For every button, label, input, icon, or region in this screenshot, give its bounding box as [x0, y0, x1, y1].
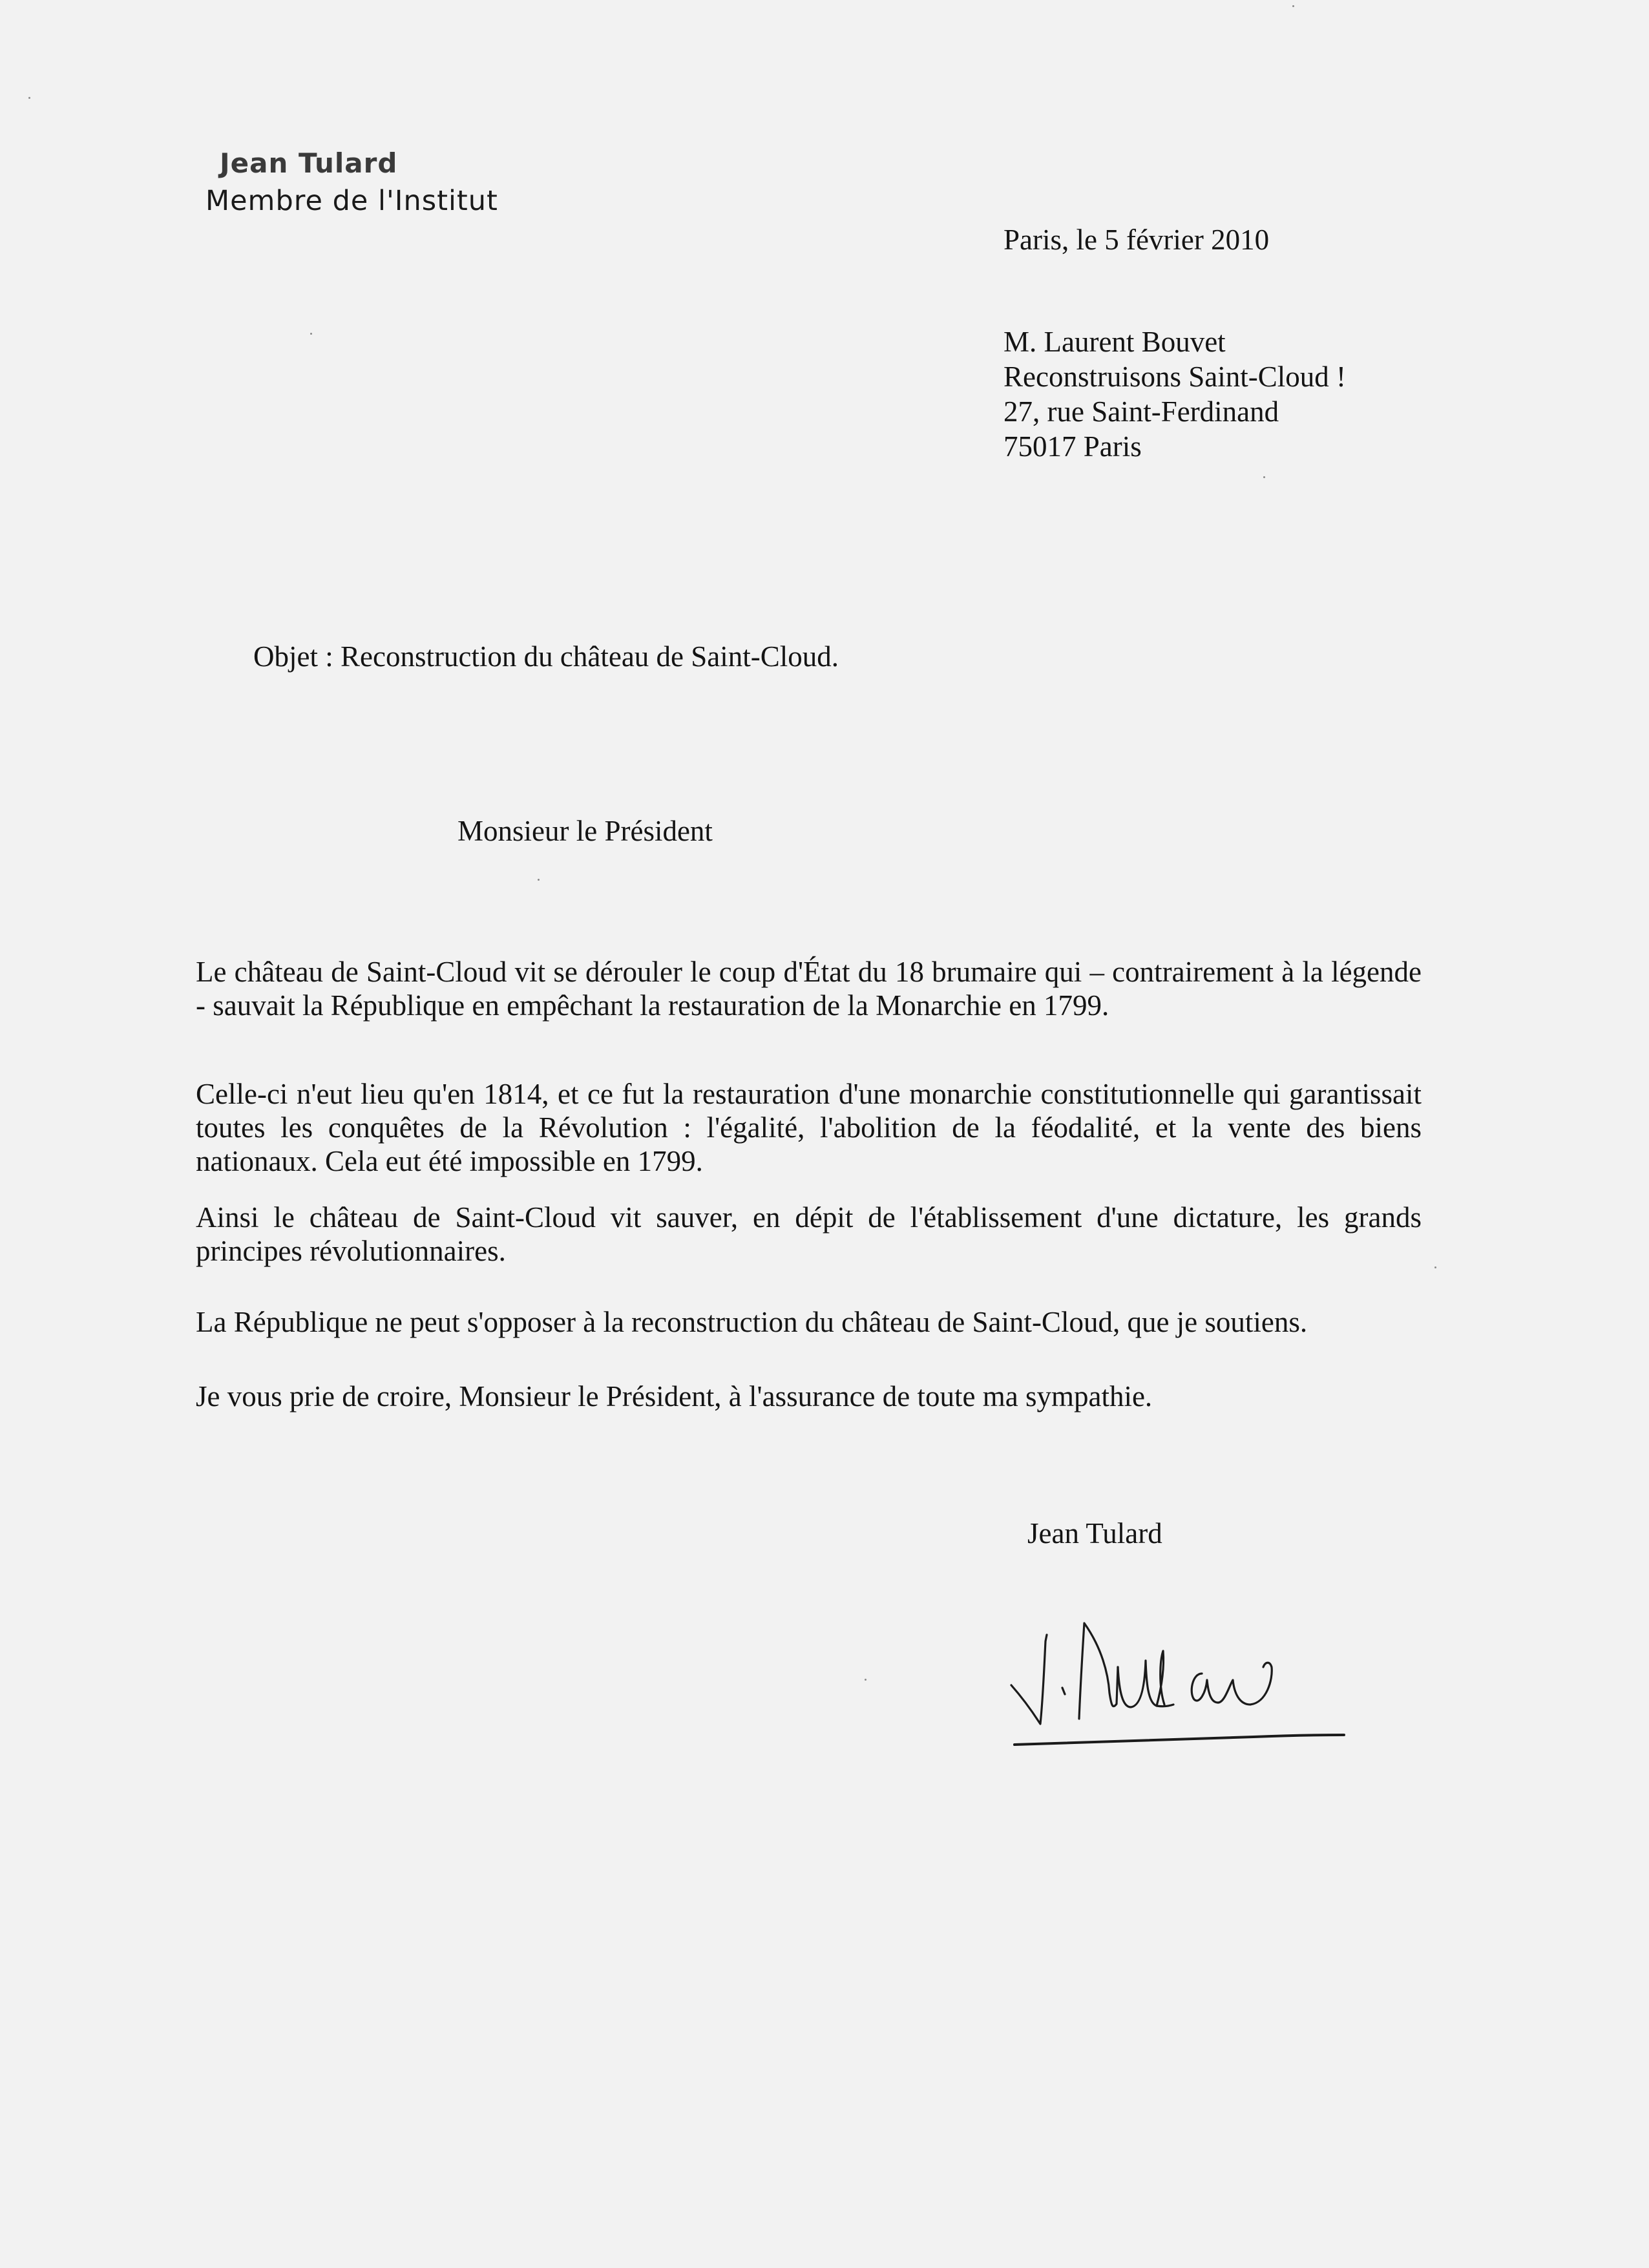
scan-speck — [1434, 1266, 1436, 1268]
recipient-address — [1003, 325, 1346, 465]
scan-speck — [28, 97, 30, 99]
letterhead-title: Membre de l'Institut — [205, 185, 498, 217]
signer-name: Jean Tulard — [1027, 1517, 1162, 1549]
scan-speck — [1292, 5, 1294, 7]
scan-speck — [310, 333, 312, 335]
letterhead-name: Jean Tulard — [220, 147, 398, 179]
body-paragraph: Ainsi le château de Saint-Cloud vit sauver, en dépit de l'établissement d'une dictature, les grands principes révolutionnaires. — [196, 1201, 1422, 1267]
scan-speck — [1263, 476, 1265, 478]
signature-stroke — [1079, 1623, 1118, 1719]
body-paragraph: Le château de Saint-Cloud vit se dérouler le coup d'État du 18 brumaire qui – contrairement à la légende - sauvait la République en empêchant la restauration de la Monarchie en 1799. — [196, 956, 1422, 1022]
signature-stroke — [1218, 1663, 1272, 1705]
signature-stroke — [1062, 1688, 1065, 1694]
scan-speck — [538, 879, 540, 881]
body-paragraph: La République ne peut s'opposer à la reconstruction du château de Saint-Cloud, que je soutiens. — [196, 1306, 1308, 1338]
signature-underline — [1014, 1735, 1344, 1745]
signature-stroke — [1192, 1674, 1218, 1703]
recipient-city: 75017 Paris — [1003, 430, 1142, 463]
signature-stroke — [1118, 1661, 1173, 1707]
handwritten-signature — [995, 1590, 1396, 1758]
signature-stroke — [1011, 1635, 1047, 1724]
scan-speck — [865, 1679, 867, 1681]
body-paragraph: Celle-ci n'eut lieu qu'en 1814, et ce fut la restauration d'une monarchie constitutionnelle qui garantissait toutes les conquêtes de la Révolution : l'égalité, l'abolition de la féodalité, et la vente des biens nationaux. Cela eut été impossible en 1799. — [196, 1078, 1422, 1177]
recipient-street: 27, rue Saint-Ferdinand — [1003, 395, 1279, 428]
salutation: Monsieur le Président — [457, 815, 713, 847]
letter-date: Paris, le 5 février 2010 — [1003, 224, 1270, 256]
closing-formula: Je vous prie de croire, Monsieur le Président, à l'assurance de toute ma sympathie. — [196, 1380, 1153, 1412]
recipient-name: M. Laurent Bouvet — [1003, 326, 1226, 358]
letter-subject: Objet : Reconstruction du château de Saint-Cloud. — [253, 640, 839, 673]
signature-stroke — [1157, 1651, 1164, 1706]
recipient-organization: Reconstruisons Saint-Cloud ! — [1003, 361, 1346, 393]
